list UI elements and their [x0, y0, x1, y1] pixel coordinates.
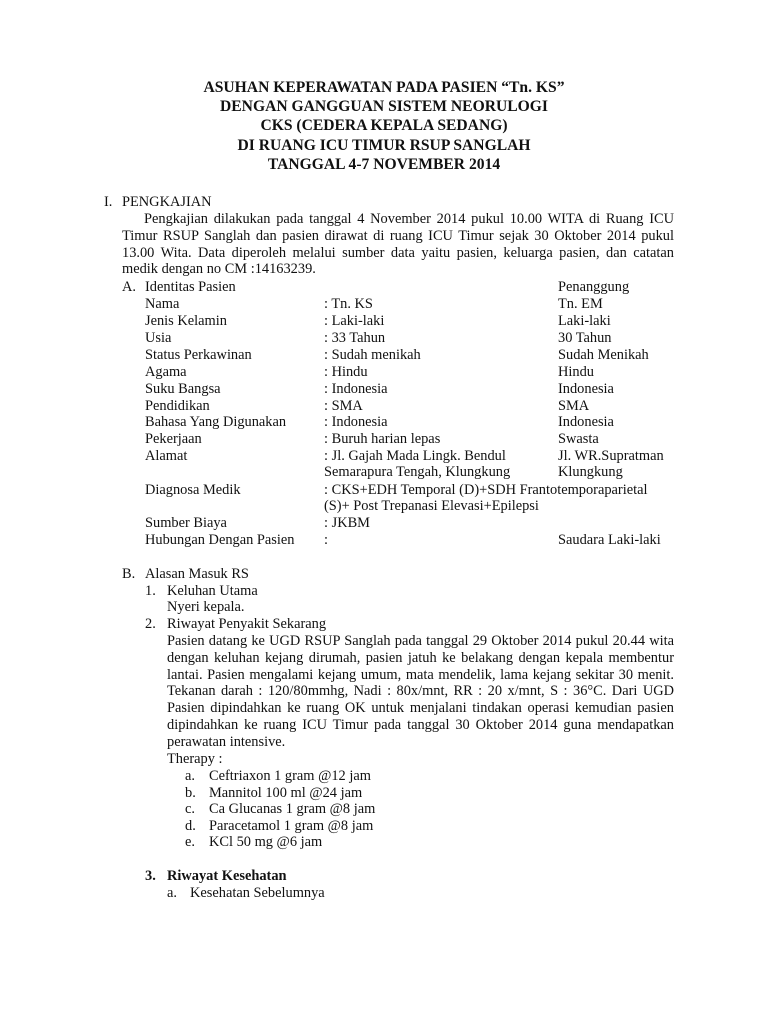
- section-1-number: I.: [104, 194, 113, 210]
- identitas-label: Jenis Kelamin: [145, 313, 227, 329]
- title-line-2: DENGAN GANGGUAN SISTEM NEORULOGI: [220, 98, 548, 116]
- penanggung-value: Jl. WR.Supratman: [558, 448, 664, 464]
- list-marker: d.: [185, 818, 196, 834]
- list-text: Mannitol 100 ml @24 jam: [209, 785, 363, 801]
- hubungan-row: [0, 532, 768, 549]
- list-marker: a.: [185, 768, 195, 784]
- keluhan-text: Nyeri kepala.: [167, 599, 245, 615]
- title-line-4: DI RUANG ICU TIMUR RSUP SANGLAH: [237, 136, 531, 154]
- identitas-label: Usia: [145, 330, 172, 346]
- riwayat-kesehatan-heading: Riwayat Kesehatan: [167, 868, 287, 884]
- riwayat-heading: Riwayat Penyakit Sekarang: [167, 616, 327, 632]
- identitas-label: Agama: [145, 364, 187, 380]
- hubungan-value: :: [324, 532, 328, 548]
- diagnosa-row-cont: [0, 498, 768, 515]
- penanggung-value: Swasta: [558, 431, 599, 447]
- identitas-value: : Indonesia: [324, 414, 388, 430]
- identitas-value: : Sudah menikah: [324, 347, 421, 363]
- sumber-biaya-row: [0, 515, 768, 532]
- riwayat-kesehatan-marker: 3.: [145, 868, 156, 884]
- list-text: KCl 50 mg @6 jam: [209, 834, 323, 850]
- identitas-label: Suku Bangsa: [145, 381, 221, 397]
- section-1-heading: PENGKAJIAN: [122, 194, 212, 210]
- identitas-row: [0, 448, 768, 465]
- penanggung-value: Tn. EM: [558, 296, 603, 312]
- hubungan-label: Hubungan Dengan Pasien: [145, 532, 295, 548]
- list-text: Ceftriaxon 1 gram @12 jam: [209, 768, 371, 784]
- identitas-value: : SMA: [324, 398, 363, 414]
- penanggung-value: Sudah Menikah: [558, 347, 649, 363]
- identitas-value: : Indonesia: [324, 381, 388, 397]
- document-title: [0, 78, 768, 174]
- identitas-marker: A.: [122, 279, 136, 295]
- diagnosa-label: Diagnosa Medik: [145, 482, 241, 498]
- identitas-value: : 33 Tahun: [324, 330, 386, 346]
- list-marker: c.: [185, 801, 195, 817]
- sumber-biaya-value: : JKBM: [324, 515, 370, 531]
- kesehatan-sebelumnya-heading: Kesehatan Sebelumnya: [190, 885, 325, 901]
- identitas-value: : Buruh harian lepas: [324, 431, 441, 447]
- keluhan-heading: Keluhan Utama: [167, 583, 258, 599]
- list-text: Ca Glucanas 1 gram @8 jam: [209, 801, 376, 817]
- identitas-label: Status Perkawinan: [145, 347, 252, 363]
- diagnosa-value-line-1: : CKS+EDH Temporal (D)+SDH Frantotemporaparietal: [324, 482, 648, 498]
- riwayat-marker: 2.: [145, 616, 156, 632]
- title-line-3: CKS (CEDERA KEPALA SEDANG): [260, 117, 508, 135]
- hubungan-penanggung: Saudara Laki-laki: [558, 532, 661, 548]
- identitas-value: Semarapura Tengah, Klungkung: [324, 464, 511, 480]
- identitas-row: [0, 381, 768, 398]
- alasan-marker: B.: [122, 566, 136, 582]
- penanggung-value: Laki-laki: [558, 313, 611, 329]
- identitas-value: : Hindu: [324, 364, 368, 380]
- identitas-label: Nama: [145, 296, 180, 312]
- identitas-row: [0, 364, 768, 381]
- identitas-value: : Tn. KS: [324, 296, 373, 312]
- penanggung-value: Hindu: [558, 364, 594, 380]
- alasan-heading: Alasan Masuk RS: [145, 566, 249, 582]
- identitas-value: : Jl. Gajah Mada Lingk. Bendul: [324, 448, 506, 464]
- identitas-row: [0, 464, 768, 481]
- identitas-row: [0, 330, 768, 347]
- penanggung-value: SMA: [558, 398, 590, 414]
- list-marker: e.: [185, 834, 195, 850]
- penanggung-value: Klungkung: [558, 464, 623, 480]
- identitas-label: Pekerjaan: [145, 431, 202, 447]
- sumber-biaya-label: Sumber Biaya: [145, 515, 227, 531]
- penanggung-heading: Penanggung: [558, 279, 630, 295]
- penanggung-value: Indonesia: [558, 414, 614, 430]
- keluhan-marker: 1.: [145, 583, 156, 599]
- title-line-5: TANGGAL 4-7 NOVEMBER 2014: [267, 155, 501, 173]
- identitas-row: [0, 431, 768, 448]
- identitas-heading: Identitas Pasien: [145, 279, 236, 295]
- diagnosa-value-line-2: (S)+ Post Trepanasi Elevasi+Epilepsi: [324, 498, 539, 514]
- section-1-intro: Pengkajian dilakukan pada tanggal 4 November 2014 pukul 10.00 WITA di Ruang ICU Timur RSUP Sanglah dan pasien dirawat di ruang ICU Timur sejak 30 Oktober 2014 pukul 13.00 Wita. Data diperoleh melalui sumber data yaitu pasien, keluarga pasien, dan catatan medik dengan no CM :14163239.: [122, 211, 674, 278]
- identitas-row: [0, 296, 768, 313]
- identitas-label: Alamat: [145, 448, 188, 464]
- therapy-label: Therapy :: [167, 751, 223, 767]
- list-marker: b.: [185, 785, 196, 801]
- identitas-value: : Laki-laki: [324, 313, 385, 329]
- identitas-row: [0, 398, 768, 415]
- diagnosa-row: [0, 482, 768, 499]
- penanggung-value: Indonesia: [558, 381, 614, 397]
- identitas-row: [0, 313, 768, 330]
- penanggung-value: 30 Tahun: [558, 330, 612, 346]
- identitas-label: Pendidikan: [145, 398, 210, 414]
- title-line-1: ASUHAN KEPERAWATAN PADA PASIEN “Tn. KS”: [203, 79, 565, 96]
- list-text: Paracetamol 1 gram @8 jam: [209, 818, 374, 834]
- kesehatan-sebelumnya-marker: a.: [167, 885, 177, 901]
- riwayat-text: Pasien datang ke UGD RSUP Sanglah pada tanggal 29 Oktober 2014 pukul 20.44 wita dengan keluhan kejang dirumah, pasien jatuh ke belakang dengan kepala membentur lantai. Pasien mengalami kejang umum, mata mendelik, lama kejang sekitar 30 menit. Tekanan darah : 120/80mmhg, Nadi : 80x/mnt, RR : 20 x/mnt, S : 36°C. Dari UGD Pasien dipindahkan ke ruang OK untuk menjalani tindakan operasi kemudian pasien dipindahkan ke ruang ICU Timur pada tanggal 30 Oktober 2014 guna mendapatkan perawatan intensive.: [167, 633, 674, 750]
- identitas-row: [0, 347, 768, 364]
- identitas-label: Bahasa Yang Digunakan: [145, 414, 287, 430]
- identitas-row: [0, 414, 768, 431]
